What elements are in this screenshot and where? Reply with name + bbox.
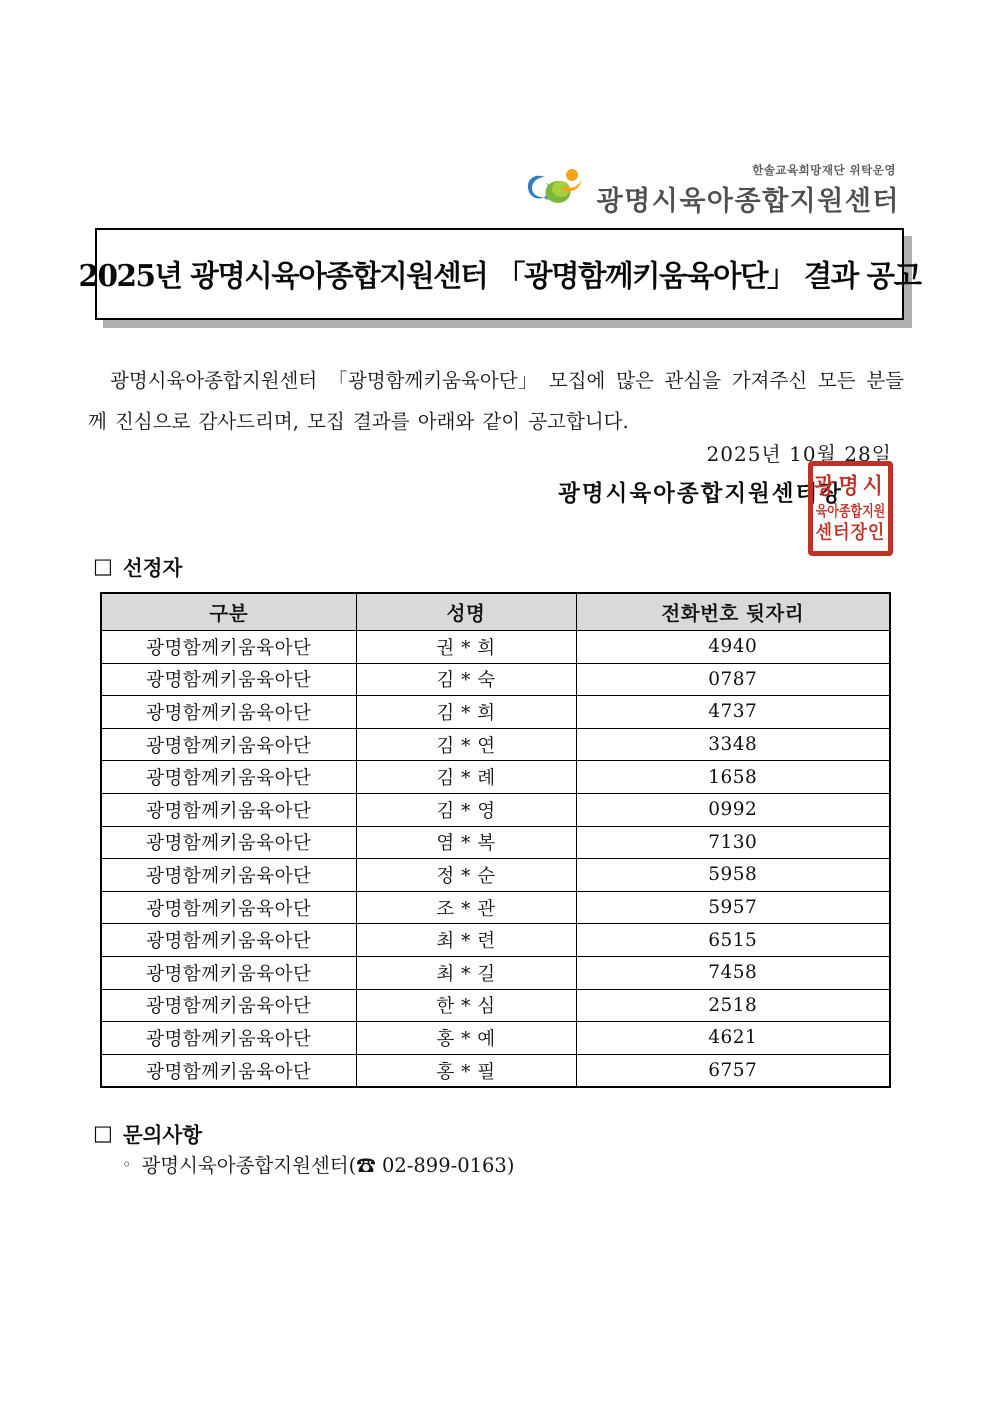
square-marker-icon: □ (93, 553, 113, 578)
phone-icon: ☎ (356, 1154, 376, 1177)
table-cell: 3348 (576, 728, 890, 761)
section-selected-header (93, 551, 182, 581)
table-cell: 광명함께키움육아단 (101, 663, 356, 696)
table-row (101, 696, 890, 729)
table-cell: 광명함께키움육아단 (101, 696, 356, 729)
table-cell: 홍 * 예 (356, 1022, 576, 1055)
table-header-row (101, 593, 890, 631)
table-row (101, 859, 890, 892)
table-row (101, 826, 890, 859)
table-cell: 6757 (576, 1054, 890, 1087)
org-logo-icon (525, 163, 587, 217)
table-cell: 최 * 길 (356, 956, 576, 989)
announcement-date: 2025년 10월 28일 (706, 442, 892, 466)
table-cell: 4940 (576, 631, 890, 664)
table-cell: 광명함께키움육아단 (101, 1054, 356, 1087)
column-header: 전화번호 뒷자리 (576, 593, 890, 631)
table-row (101, 924, 890, 957)
table-cell: 최 * 련 (356, 924, 576, 957)
inquiry-contact-item (122, 1150, 514, 1178)
seal-text-row3: 센터장인 (815, 522, 886, 545)
table-row (101, 761, 890, 794)
section-selected-title: 선정자 (122, 556, 183, 580)
table-cell: 광명함께키움육아단 (101, 989, 356, 1022)
table-row (101, 1022, 890, 1055)
table-cell: 광명함께키움육아단 (101, 891, 356, 924)
table-cell: 김 * 숙 (356, 663, 576, 696)
table-cell: 한 * 심 (356, 989, 576, 1022)
official-seal-stamp (808, 461, 893, 556)
signer-name: 광명시육아종합지원센터장 (558, 481, 843, 507)
table-cell: 6515 (576, 924, 890, 957)
table-row (101, 793, 890, 826)
table-cell: 홍 * 필 (356, 1054, 576, 1087)
table-cell: 김 * 영 (356, 793, 576, 826)
table-cell: 광명함께키움육아단 (101, 826, 356, 859)
logo-subtitle: 한솔교육희망재단 위탁운영 (752, 163, 896, 177)
table-cell: 광명함께키움육아단 (101, 728, 356, 761)
inquiry-contact-text (141, 1150, 514, 1178)
table-cell: 4737 (576, 696, 890, 729)
table-cell: 0787 (576, 663, 890, 696)
bullet-circle-icon: ◦ (122, 1154, 132, 1174)
table-cell: 5957 (576, 891, 890, 924)
table-cell: 4621 (576, 1022, 890, 1055)
table-cell: 0992 (576, 793, 890, 826)
table-cell: 조 * 관 (356, 891, 576, 924)
contact-phone: 02-899-0163) (375, 1154, 515, 1177)
table-body (101, 631, 890, 1088)
table-row (101, 989, 890, 1022)
table-row (101, 728, 890, 761)
logo-org-name: 광명시육아종합지원센터 (596, 186, 900, 217)
table-cell: 광명함께키움육아단 (101, 793, 356, 826)
table-cell: 광명함께키움육아단 (101, 924, 356, 957)
square-marker-icon: □ (93, 1120, 113, 1145)
table-cell: 광명함께키움육아단 (101, 631, 356, 664)
section-inquiry-title: 문의사항 (122, 1123, 203, 1147)
table-cell: 권 * 희 (356, 631, 576, 664)
selected-persons-table (100, 592, 891, 1088)
table-cell: 1658 (576, 761, 890, 794)
table-cell: 김 * 연 (356, 728, 576, 761)
intro-line-2: 께 진심으로 감사드리며, 모집 결과를 아래와 같이 공고합니다. (88, 410, 629, 433)
title-box (78, 228, 921, 320)
seal-text-row1: 광명시 (814, 472, 887, 499)
seal-text-row2: 육아종합지원 (815, 501, 886, 520)
column-header: 성명 (356, 593, 576, 631)
table-cell: 광명함께키움육아단 (101, 859, 356, 892)
table-cell: 김 * 희 (356, 696, 576, 729)
table-row (101, 891, 890, 924)
table-cell: 7130 (576, 826, 890, 859)
table-cell: 광명함께키움육아단 (101, 1022, 356, 1055)
document-title: 2025년 광명시육아종합지원센터 「광명함께키움육아단」 결과 공고 (78, 258, 921, 293)
table-cell: 광명함께키움육아단 (101, 956, 356, 989)
table-cell: 광명함께키움육아단 (101, 761, 356, 794)
table-cell: 2518 (576, 989, 890, 1022)
section-inquiry-header (93, 1118, 202, 1148)
intro-paragraph (88, 360, 904, 442)
table-row (101, 631, 890, 664)
org-logo (525, 162, 900, 218)
contact-org: 광명시육아종합지원센터( (141, 1154, 357, 1177)
table-row (101, 956, 890, 989)
table-cell: 7458 (576, 956, 890, 989)
table-row (101, 1054, 890, 1087)
intro-line-1: 광명시육아종합지원센터 「광명함께키움육아단」 모집에 많은 관심을 가져주신 모든 분들 (110, 369, 904, 392)
table-row (101, 663, 890, 696)
table-cell: 정 * 순 (356, 859, 576, 892)
table-cell: 김 * 례 (356, 761, 576, 794)
column-header: 구분 (101, 593, 356, 631)
table-cell: 5958 (576, 859, 890, 892)
table-cell: 염 * 복 (356, 826, 576, 859)
